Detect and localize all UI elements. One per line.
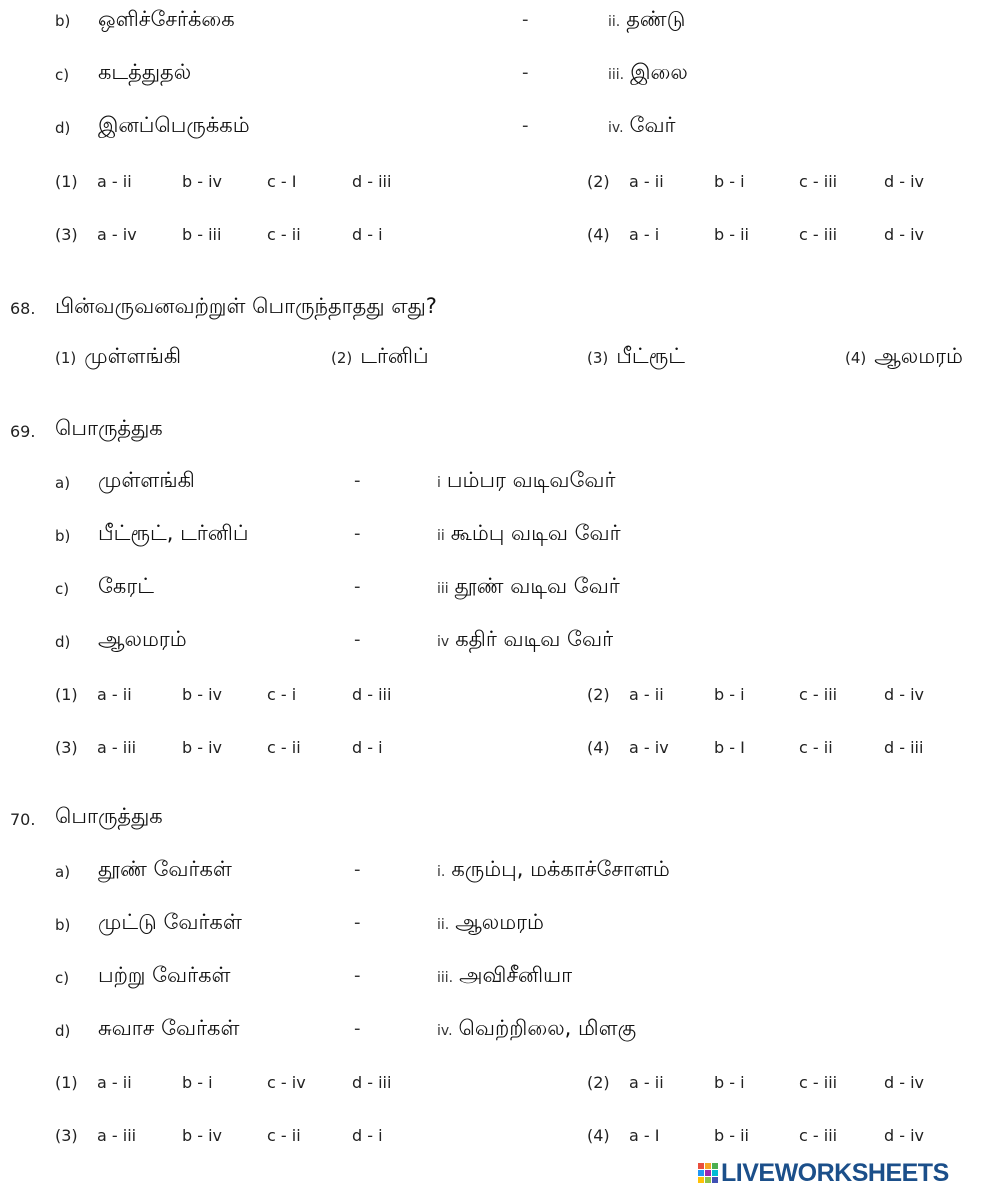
row-dash: - [354,470,361,491]
row-roman: iv. [608,120,624,136]
answer-pair: a - ii [97,685,132,704]
answer-pair: b - i [714,172,745,191]
row-item: தூண் வேர்கள் [98,857,232,881]
choice-text: பீட்ரூட் [616,344,685,368]
row-item: கேரட் [98,574,154,598]
row-roman: ii. [437,917,450,933]
row-roman: iii [437,581,449,597]
answer-number: (2) [587,685,610,704]
row-match [437,521,621,548]
answer-pair: b - iv [182,172,223,191]
row-dash: - [522,9,529,30]
row-match-text: தூண் வடிவ வேர் [454,574,620,598]
answer-number: (2) [587,1073,610,1092]
answer-pair: b - ii [714,225,749,244]
answer-pair: d - i [352,738,383,757]
choice-number: (2) [331,349,353,367]
row-match-text: கரும்பு, மக்காச்சோளம் [451,857,670,881]
answer-pair: d - iii [352,1073,392,1092]
answer-pair: a - i [629,225,660,244]
answer-pair: a - ii [97,172,132,191]
row-match-text: இலை [630,60,688,84]
answer-pair: a - iii [97,1126,137,1145]
question-number: 70. [10,810,36,829]
logo-tile [705,1163,711,1169]
answer-pair: b - I [714,738,745,757]
answer-number: (4) [587,738,610,757]
choice-number: (1) [55,349,77,367]
answer-pair: d - iii [352,172,392,191]
row-match [437,1016,636,1043]
logo-tile [705,1177,711,1183]
row-item: ஒளிச்சேர்க்கை [98,7,235,31]
row-match-text: பம்பர வடிவவேர் [446,468,616,492]
answer-pair: b - i [182,1073,213,1092]
logo-tile [712,1170,718,1176]
row-roman: iii. [437,970,454,986]
choice-text: டர்னிப் [360,344,429,368]
row-dash: - [354,576,361,597]
answer-pair: b - iv [182,738,223,757]
row-dash: - [354,965,361,986]
answer-pair: a - iv [629,738,669,757]
answer-option[interactable] [55,1073,475,1095]
answer-pair: d - i [352,225,383,244]
row-match-text: கதிர் வடிவ வேர் [455,627,614,651]
answer-pair: a - I [629,1126,660,1145]
answer-pair: b - iv [182,685,223,704]
answer-pair: d - iv [884,1073,925,1092]
row-letter: b) [55,12,71,30]
answer-option[interactable] [587,172,987,194]
answer-pair: b - iv [182,1126,223,1145]
row-match-text: அவிசீனியா [459,963,573,987]
answer-option[interactable] [55,1126,475,1148]
row-letter: d) [55,119,71,137]
row-dash: - [354,1018,361,1039]
answer-pair: c - iii [799,1073,838,1092]
row-dash: - [354,912,361,933]
row-match-text: தண்டு [626,7,686,31]
logo-tile [712,1177,718,1183]
answer-number: (3) [55,225,78,244]
row-roman: iv [437,634,450,650]
choice-option[interactable] [587,344,685,371]
answer-pair: c - ii [799,738,833,757]
row-letter: d) [55,633,71,651]
row-dash: - [354,859,361,880]
answer-pair: c - I [267,172,297,191]
row-match-text: வேர் [629,113,676,137]
row-roman: i. [437,864,446,880]
answer-pair: d - iv [884,172,925,191]
answer-pair: a - ii [629,172,664,191]
answer-pair: c - iii [799,1126,838,1145]
row-letter: c) [55,969,70,987]
answer-number: (1) [55,1073,78,1092]
row-dash: - [522,62,529,83]
answer-option[interactable] [587,685,987,707]
answer-option[interactable] [55,685,475,707]
row-letter: a) [55,474,71,492]
choice-number: (4) [845,349,867,367]
choice-number: (3) [587,349,609,367]
row-match [437,574,620,601]
question-text: பின்வருவனவற்றுள் பொருந்தாதது எது? [55,294,437,318]
answer-number: (3) [55,738,78,757]
answer-option[interactable] [587,1073,987,1095]
answer-option[interactable] [55,225,475,247]
row-item: முள்ளங்கி [98,468,195,492]
row-roman: ii [437,528,445,544]
answer-pair: c - iv [267,1073,306,1092]
answer-pair: d - iii [884,738,924,757]
answer-pair: c - ii [267,1126,301,1145]
logo-tile [698,1163,704,1169]
logo-tile [698,1170,704,1176]
answer-number: (3) [55,1126,78,1145]
liveworksheets-logo [698,1158,949,1188]
question-text: பொருத்துக [55,804,163,828]
row-item: ஆலமரம் [98,627,187,651]
row-match-text: வெற்றிலை, மிளகு [458,1016,637,1040]
answer-pair: c - iii [799,172,838,191]
answer-option[interactable] [55,738,475,760]
logo-tile [712,1163,718,1169]
row-roman: iii. [608,67,625,83]
row-item: சுவாச வேர்கள் [98,1016,240,1040]
answer-number: (4) [587,1126,610,1145]
row-dash: - [354,523,361,544]
row-match [608,113,676,140]
row-letter: b) [55,527,71,545]
answer-pair: a - iii [97,738,137,757]
answer-option[interactable] [587,1126,987,1148]
answer-pair: a - ii [629,685,664,704]
logo-grid-icon [698,1163,718,1183]
row-match-text: கூம்பு வடிவ வேர் [450,521,621,545]
row-item: பீட்ரூட், டர்னிப் [98,521,249,545]
answer-pair: d - i [352,1126,383,1145]
answer-pair: c - i [267,685,297,704]
answer-pair: a - ii [629,1073,664,1092]
row-dash: - [522,115,529,136]
answer-number: (1) [55,685,78,704]
logo-tile [705,1170,711,1176]
logo-tile [698,1177,704,1183]
choice-text: ஆலமரம் [874,344,963,368]
choice-option[interactable] [55,344,181,371]
row-roman: i [437,475,441,491]
row-letter: c) [55,66,70,84]
answer-pair: a - ii [97,1073,132,1092]
row-match [608,60,688,87]
answer-pair: b - i [714,1073,745,1092]
answer-pair: d - iv [884,225,925,244]
logo-text: LIVEWORKSHEETS [721,1158,949,1187]
answer-option[interactable] [587,225,987,247]
choice-option[interactable] [845,344,963,371]
row-match-text: ஆலமரம் [455,910,544,934]
question-text: பொருத்துக [55,416,163,440]
answer-number: (2) [587,172,610,191]
row-item: பற்று வேர்கள் [98,963,231,987]
row-item: முட்டு வேர்கள் [98,910,242,934]
answer-pair: b - iii [182,225,222,244]
question-number: 68. [10,299,36,318]
row-letter: c) [55,580,70,598]
answer-pair: c - ii [267,738,301,757]
answer-pair: d - iii [352,685,392,704]
answer-number: (1) [55,172,78,191]
row-roman: ii. [608,14,621,30]
answer-option[interactable] [587,738,987,760]
answer-pair: c - iii [799,225,838,244]
choice-option[interactable] [331,344,429,371]
row-letter: d) [55,1022,71,1040]
row-roman: iv. [437,1023,453,1039]
answer-pair: d - iv [884,1126,925,1145]
answer-pair: c - iii [799,685,838,704]
question-number: 69. [10,422,36,441]
row-match [437,910,544,937]
row-match [608,7,685,34]
row-dash: - [354,629,361,650]
answer-pair: d - iv [884,685,925,704]
row-match [437,468,615,495]
row-item: இனப்பெருக்கம் [98,113,250,137]
row-letter: a) [55,863,71,881]
row-item: கடத்துதல் [98,60,192,84]
choice-text: முள்ளங்கி [84,344,182,368]
answer-pair: b - i [714,685,745,704]
answer-pair: b - ii [714,1126,749,1145]
row-match [437,857,670,884]
answer-pair: c - ii [267,225,301,244]
row-match [437,963,572,990]
answer-pair: a - iv [97,225,137,244]
row-letter: b) [55,916,71,934]
answer-option[interactable] [55,172,475,194]
answer-number: (4) [587,225,610,244]
row-match [437,627,613,654]
